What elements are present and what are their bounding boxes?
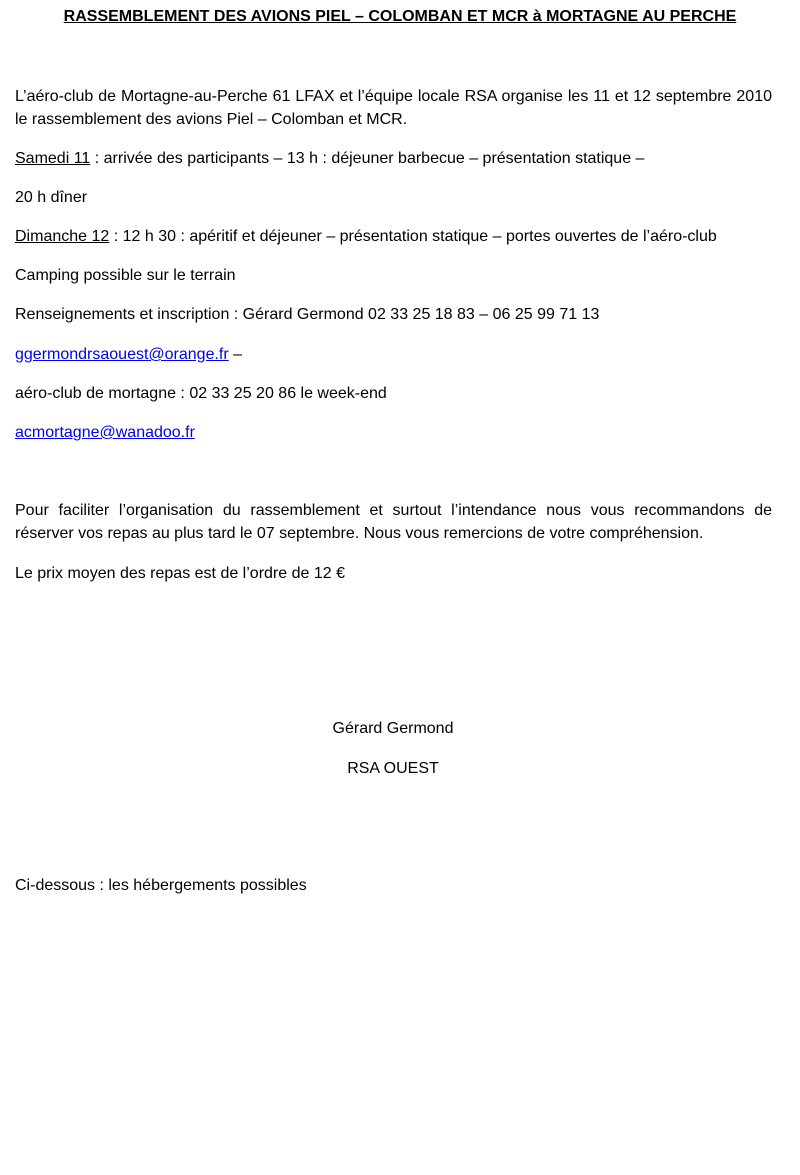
saturday-evening: 20 h dîner [15, 189, 88, 206]
document-title: RASSEMBLEMENT DES AVIONS PIEL – COLOMBAN ET MCR à MORTAGNE AU PERCHE [63, 8, 737, 25]
sunday-label: Dimanche 12 [15, 228, 110, 245]
saturday-text: : arrivée des participants – 13 h : déjeuner barbecue – présentation statique – [90, 150, 645, 167]
email-suffix: – [228, 346, 243, 363]
meal-price: Le prix moyen des repas est de l’ordre de 12 € [15, 565, 345, 582]
intro-paragraph: L’aéro-club de Mortagne-au-Perche 61 LFAX et l’équipe locale RSA organise les 11 et 12 septembre 2010 le rassemblement des avions Piel – Colomban et MCR. [15, 88, 772, 128]
email-link-germond[interactable]: ggermondrsaouest@orange.fr [15, 346, 229, 363]
sunday-schedule [15, 225, 772, 248]
meals-notice: Pour faciliter l’organisation du rassemblement et surtout l’intendance nous vous recommandons de réserver vos repas au plus tard le 07 septembre. Nous vous remercions de votre compréhension. [15, 502, 772, 542]
contact-info: Renseignements et inscription : Gérard Germond 02 33 25 18 83 – 06 25 99 71 13 [15, 306, 600, 323]
email-line-2 [15, 421, 772, 444]
club-phone: aéro-club de mortagne : 02 33 25 20 86 le week-end [15, 385, 387, 402]
email-link-club[interactable]: acmortagne@wanadoo.fr [15, 424, 195, 441]
saturday-schedule [15, 147, 772, 170]
camping-note: Camping possible sur le terrain [15, 267, 236, 284]
lodging-note: Ci-dessous : les hébergements possibles [15, 877, 307, 894]
sunday-text: : 12 h 30 : apéritif et déjeuner – présentation statique – portes ouvertes de l’aéro-club [109, 228, 717, 245]
signature-name: Gérard Germond [332, 720, 454, 737]
saturday-label: Samedi 11 [15, 150, 91, 167]
email-line-1 [15, 343, 772, 366]
signature-org: RSA OUEST [347, 760, 439, 777]
